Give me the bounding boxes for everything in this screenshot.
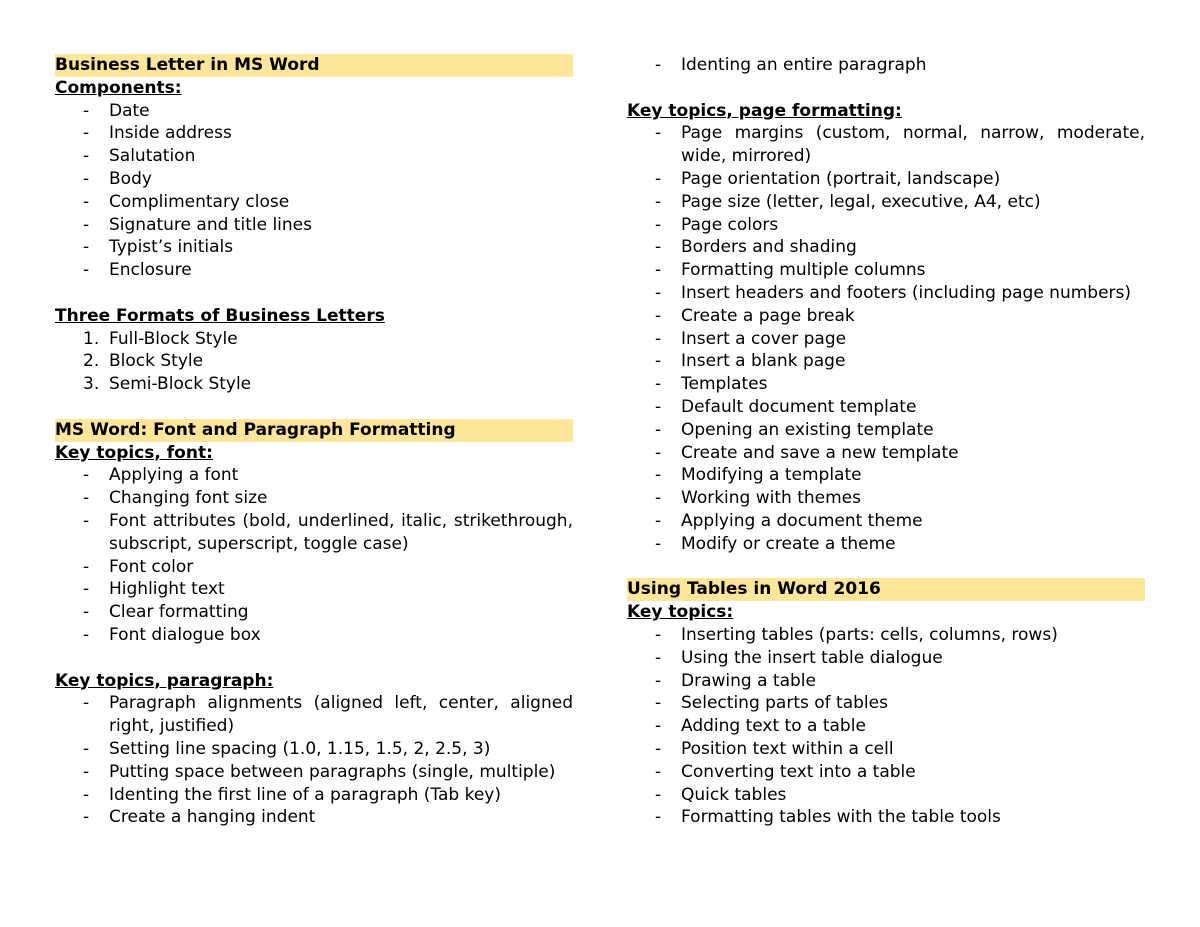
list-item: 1. Full-Block Style xyxy=(83,328,238,349)
list-item: 3. Semi-Block Style xyxy=(83,374,252,395)
section-title-three-formats: Three Formats of Business Letters xyxy=(55,305,385,326)
components-heading: Components: xyxy=(55,77,182,98)
page-topics-heading: Key topics, page formatting: xyxy=(627,100,902,121)
list-item: - Font color xyxy=(83,556,194,577)
list-item: - Using the insert table dialogue xyxy=(655,647,943,668)
continued-list xyxy=(627,54,1145,77)
list-item: - Create a page break xyxy=(655,305,855,326)
paragraph-topics-list xyxy=(55,692,573,829)
list-item: - Putting space between paragraphs (single, multiple) xyxy=(83,761,556,782)
list-item: - Clear formatting xyxy=(83,602,249,623)
list-item: - Create a hanging indent xyxy=(83,807,316,828)
list-item: - Create and save a new template xyxy=(655,442,959,463)
list-item: - Highlight text xyxy=(83,579,225,600)
list-item: - Formatting multiple columns xyxy=(655,260,926,281)
list-item: 2. Block Style xyxy=(83,351,204,372)
list-item: - Applying a font xyxy=(83,465,239,486)
list-item: - Position text within a cell xyxy=(655,738,894,759)
tables-topics-heading: Key topics: xyxy=(627,602,734,623)
list-item: - Date xyxy=(83,100,150,121)
list-item: - Page margins (custom, normal, narrow, moderate, wide, mirrored) xyxy=(655,123,1145,167)
list-item: - Converting text into a table xyxy=(655,761,916,782)
tables-topics-list xyxy=(627,624,1145,829)
list-item: - Font dialogue box xyxy=(83,624,261,645)
list-item: - Signature and title lines xyxy=(83,214,312,235)
list-item: - Page colors xyxy=(655,214,779,235)
list-item: - Page orientation (portrait, landscape) xyxy=(655,168,1001,189)
list-item: - Adding text to a table xyxy=(655,716,866,737)
section-title-font-paragraph: MS Word: Font and Paragraph Formatting xyxy=(55,419,573,442)
right-column xyxy=(627,54,1145,829)
section-title-using-tables: Using Tables in Word 2016 xyxy=(627,578,1145,601)
list-item: - Inserting tables (parts: cells, columns, rows) xyxy=(655,624,1058,645)
list-item: - Body xyxy=(83,168,152,189)
list-item: - Paragraph alignments (aligned left, center, aligned right, justified) xyxy=(83,693,573,737)
list-item: - Page size (letter, legal, executive, A4, etc) xyxy=(655,191,1041,212)
list-item: - Applying a document theme xyxy=(655,510,923,531)
list-item: - Typist’s initials xyxy=(83,237,234,258)
list-item: - Identing an entire paragraph xyxy=(655,55,927,75)
list-item: - Modify or create a theme xyxy=(655,533,896,554)
list-item: - Insert a blank page xyxy=(655,351,846,372)
formats-list xyxy=(55,328,573,396)
list-item: - Modifying a template xyxy=(655,465,862,486)
list-item: - Formatting tables with the table tools xyxy=(655,807,1001,828)
list-item: - Selecting parts of tables xyxy=(655,693,888,714)
list-item: - Changing font size xyxy=(83,488,268,509)
list-item: - Quick tables xyxy=(655,784,787,805)
font-topics-list xyxy=(55,464,573,646)
page-topics-list xyxy=(627,122,1145,555)
list-item: - Setting line spacing (1.0, 1.15, 1.5, 2, 2.5, 3) xyxy=(83,738,491,759)
left-column xyxy=(55,54,573,829)
list-item: - Inside address xyxy=(83,123,232,144)
list-item: - Font attributes (bold, underlined, italic, strikethrough, subscript, superscript, toggle case) xyxy=(83,510,573,554)
list-item: - Opening an existing template xyxy=(655,419,934,440)
list-item: - Insert headers and footers (including page numbers) xyxy=(655,282,1132,303)
list-item: - Salutation xyxy=(83,146,196,167)
list-item: - Complimentary close xyxy=(83,191,290,212)
list-item: - Default document template xyxy=(655,396,917,417)
list-item: - Insert a cover page xyxy=(655,328,847,349)
list-item: - Drawing a table xyxy=(655,670,816,691)
paragraph-topics-heading: Key topics, paragraph: xyxy=(55,670,274,691)
list-item: - Enclosure xyxy=(83,260,192,281)
list-item: - Working with themes xyxy=(655,488,861,509)
list-item: - Templates xyxy=(655,374,768,395)
section-title-business-letter: Business Letter in MS Word xyxy=(55,54,573,77)
font-topics-heading: Key topics, font: xyxy=(55,442,213,463)
components-list xyxy=(55,100,573,282)
list-item: - Borders and shading xyxy=(655,237,857,258)
list-item: - Identing the first line of a paragraph (Tab key) xyxy=(83,784,502,805)
